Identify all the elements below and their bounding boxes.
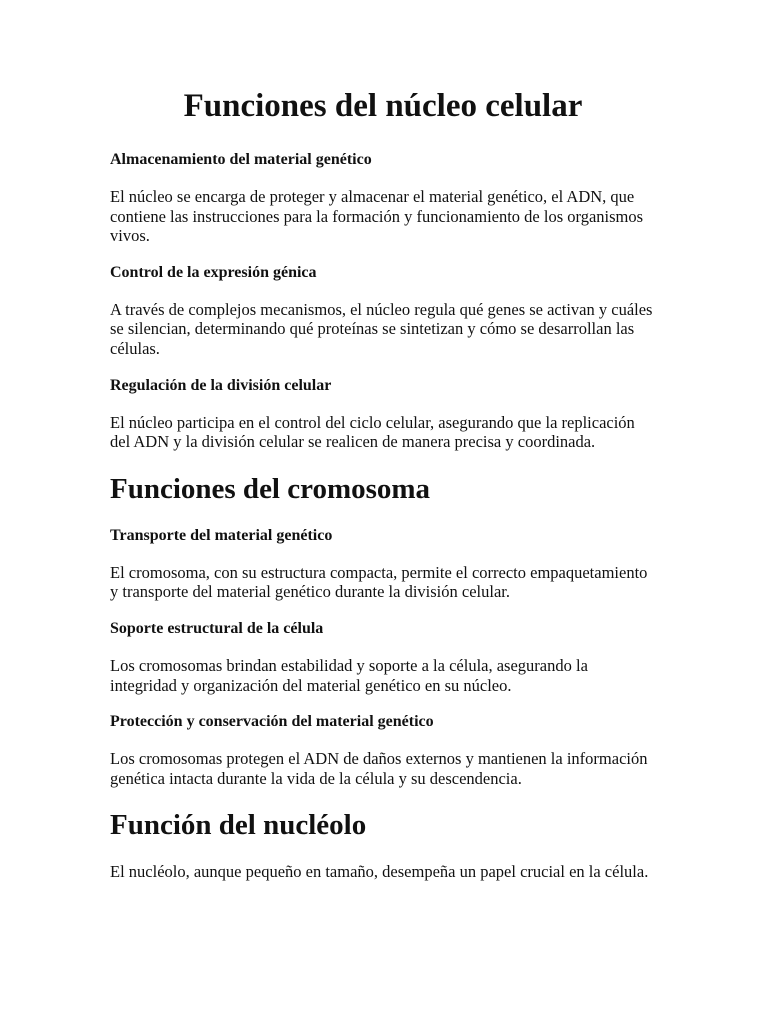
paragraph-nucleolo: El nucléolo, aunque pequeño en tamaño, desempeña un papel crucial en la célula. — [110, 862, 649, 882]
subheading-soporte: Soporte estructural de la célula — [110, 619, 324, 637]
subheading-expresion-genica: Control de la expresión génica — [110, 263, 317, 281]
paragraph-almacenamiento: El núcleo se encarga de proteger y almacenar el material genético, el ADN, que contiene las instrucciones para la formación y funcionamiento de los organismos vivos. — [110, 187, 644, 246]
subheading-transporte: Transporte del material genético — [110, 526, 333, 544]
document-title: Funciones del núcleo celular — [183, 88, 583, 124]
subheading-proteccion: Protección y conservación del material genético — [110, 713, 434, 731]
section-title-nucleolo: Función del nucléolo — [110, 809, 367, 842]
paragraph-soporte: Los cromosomas brindan estabilidad y soporte a la célula, asegurando la integridad y organización del material genético en su núcleo. — [110, 655, 588, 695]
paragraph-proteccion: Los cromosomas protegen el ADN de daños externos y mantienen la información genética intacta durante la vida de la célula y su descendencia. — [110, 749, 648, 788]
section-title-cromosoma: Funciones del cromosoma — [110, 472, 431, 505]
paragraph-transporte: El cromosoma, con su estructura compacta, permite el correcto empaquetamiento y transporte del material genético durante la división celular. — [110, 562, 648, 602]
paragraph-expresion-genica: A través de complejos mecanismos, el núcleo regula qué genes se activan y cuáles se silencian, determinando qué proteínas se sintetizan y cómo se desarrollan las células. — [110, 299, 653, 358]
subheading-division-celular: Regulación de la división celular — [110, 376, 332, 394]
paragraph-division-celular: El núcleo participa en el control del ciclo celular, asegurando que la replicación del ADN y la división celular se realicen de manera precisa y coordinada. — [110, 412, 635, 452]
subheading-almacenamiento: Almacenamiento del material genético — [110, 151, 372, 168]
